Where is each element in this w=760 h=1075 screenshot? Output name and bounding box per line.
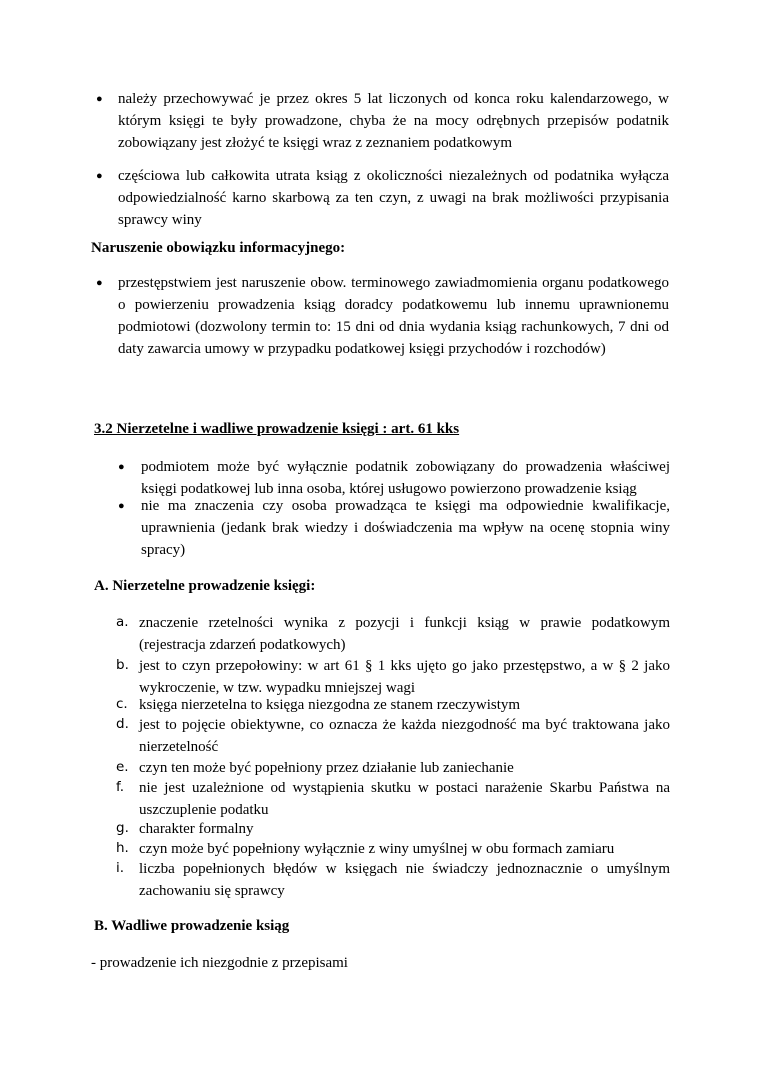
section-heading: 3.2 Nierzetelne i wadliwe prowadzenie księgi : art. 61 kks: [94, 421, 460, 437]
list-letter: a.: [116, 614, 129, 630]
list-item: nie ma znaczenia czy osoba prowadząca te księgi ma odpowiednie kwalifikacje, uprawnienia (jedank brak wiedzy i doświadczenia ma wpływ na ocenę stopnia winy spracy): [141, 498, 670, 558]
list-letter: h.: [116, 840, 129, 856]
bullet-icon: [118, 500, 125, 512]
list-letter: f.: [116, 779, 125, 795]
section-heading: A. Nierzetelne prowadzenie księgi:: [94, 578, 316, 594]
body-text: - prowadzenie ich niezgodnie z przepisami: [91, 955, 348, 971]
list-item: czyn ten może być popełniony przez działanie lub zaniechanie: [139, 760, 514, 776]
list-item: liczba popełnionych błędów w księgach nie świadczy jednoznacznie o umyślnym zachowaniu się sprawcy: [139, 861, 670, 899]
list-item: jest to pojęcie obiektywne, co oznacza że każda niezgodność ma być traktowana jako nierzetelność: [139, 717, 670, 755]
section-heading: B. Wadliwe prowadzenie ksiąg: [94, 918, 290, 934]
list-item: jest to czyn przepołowiny: w art 61 § 1 kks ujęto go jako przestępstwo, a w § 2 jako wykroczenie, w tzw. wypadku mniejszej wagi: [139, 658, 670, 696]
list-item: częściowa lub całkowita utrata ksiąg z okoliczności niezależnych od podatnika wyłącza odpowiedzialność karno skarbową za ten czyn, z uwagi na brak możliwości przypisania sprawcy winy: [118, 168, 669, 228]
list-letter: e.: [116, 759, 129, 775]
list-letter: c.: [116, 696, 128, 712]
list-item: księga nierzetelna to księga niezgodna ze stanem rzeczywistym: [139, 697, 521, 713]
bullet-icon: [118, 461, 125, 473]
list-item: charakter formalny: [139, 821, 254, 837]
list-letter: i.: [116, 860, 125, 876]
list-letter: g.: [116, 820, 129, 836]
bullet-icon: [96, 170, 103, 182]
list-item: znaczenie rzetelności wynika z pozycji i funkcji ksiąg w prawie podatkowym (rejestracja zdarzeń podatkowych): [139, 615, 670, 653]
section-heading: Naruszenie obowiązku informacyjnego:: [91, 240, 346, 256]
list-letter: d.: [116, 716, 129, 732]
list-item: czyn może być popełniony wyłącznie z winy umyślnej w obu formach zamiaru: [139, 841, 615, 857]
bullet-icon: [96, 93, 103, 105]
list-item: nie jest uzależnione od wystąpienia skutku w postaci narażenie Skarbu Państwa na uszczuplenie podatku: [139, 780, 670, 818]
bullet-icon: [96, 277, 103, 289]
list-letter: b.: [116, 657, 129, 673]
list-item: podmiotem może być wyłącznie podatnik zobowiązany do prowadzenia właściwej księgi podatkowej lub inna osoba, której usługowo powierzono prowadzenie ksiąg: [141, 459, 670, 497]
list-item: przestępstwiem jest naruszenie obow. terminowego zawiadmomienia organu podatkowego o powierzeniu prowadzenia ksiąg doradcy podatkowemu lub innemu uprawnionemu podmiotowi (dozwolony termin to: 15 dni od dnia wydania ksiąg rachunkowych, 7 dni od daty zawarcia umowy w przypadku podatkowej księgi przychodów i rozchodów): [118, 275, 669, 357]
list-item: należy przechowywać je przez okres 5 lat liczonych od konca roku kalendarzowego, w którym księgi te były prowadzone, chyba że na mocy odrębnych przepisów podatnik zobowiązany jest złożyć te księgi wraz z zeznaniem podatkowym: [118, 91, 669, 151]
